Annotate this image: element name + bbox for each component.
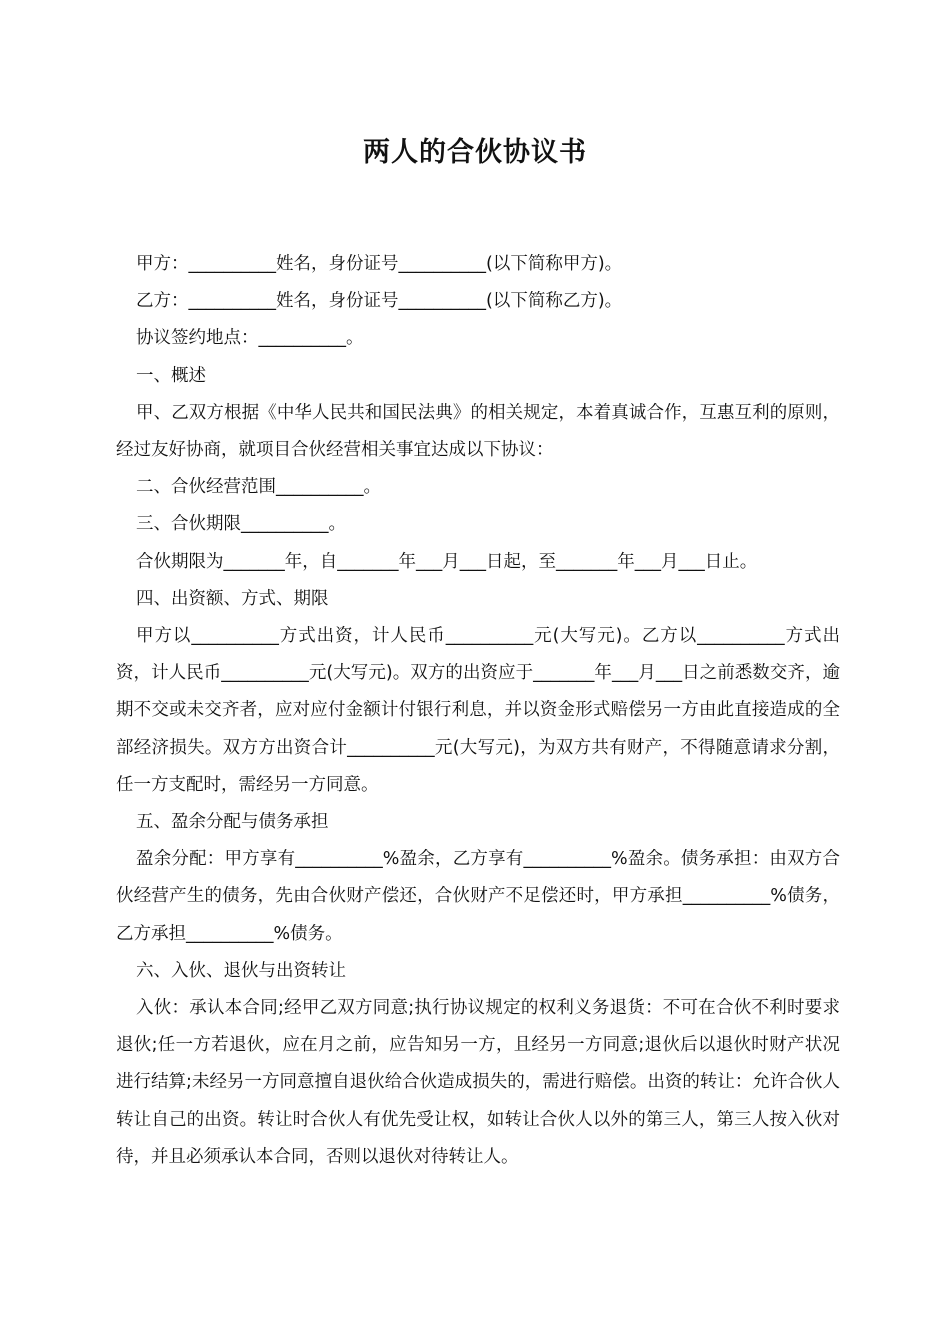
profit-debt-paragraph: 盈余分配：甲方享有__________%盈余，乙方享有__________%盈余。债务承担：由双方合伙经营产生的债务，先由合伙财产偿还，合伙财产不足偿还时，甲方承担__________%债务，乙方承担__________%债务。	[116, 849, 840, 944]
section-heading-business-scope: 二、合伙经营范围__________。	[136, 477, 381, 498]
overview-paragraph: 甲、乙双方根据《中华人民共和国民法典》的相关规定，本着真诚合作，互惠互利的原则，经过友好协商，就项目合伙经营相关事宜达成以下协议：	[116, 402, 840, 461]
signing-location-line: 协议签约地点：__________。	[136, 328, 364, 349]
document-body	[116, 246, 840, 1176]
term-paragraph: 合伙期限为_______年，自_______年___月___日起，至_______年___月___日止。	[136, 551, 758, 572]
section-heading-overview: 一、概述	[136, 365, 206, 386]
contribution-paragraph: 甲方以__________方式出资，计人民币__________元(大写元)。乙方以__________方式出资，计人民币__________元(大写元)。双方的出资应于_______年___月___日之前悉数交齐，逾期不交或未交齐者，应对应付金额计付银行利息，并以资金形式赔偿另一方由此直接造成的全部经济损失。双方方出资合计__________元(大写元)，为双方共有财产，不得随意请求分割，任一方支配时，需经另一方同意。	[116, 626, 840, 795]
document-title: 两人的合伙协议书	[363, 137, 587, 168]
section-heading-profit-debt: 五、盈余分配与债务承担	[136, 812, 329, 833]
section-heading-contribution: 四、出资额、方式、期限	[136, 588, 329, 609]
section-heading-partnership-changes: 六、入伙、退伙与出资转让	[136, 960, 346, 981]
section-heading-term: 三、合伙期限__________。	[136, 514, 346, 535]
party-a-line: 甲方：__________姓名，身份证号__________(以下简称甲方)。	[136, 254, 623, 274]
party-b-line: 乙方：__________姓名，身份证号__________(以下简称乙方)。	[136, 291, 623, 312]
partnership-changes-paragraph: 入伙：承认本合同;经甲乙双方同意;执行协议规定的权利义务退货：不可在合伙不利时要求退伙;任一方若退伙，应在月之前，应告知另一方，且经另一方同意;退伙后以退伙时财产状况进行结算;未经另一方同意擅自退伙给合伙造成损失的，需进行赔偿。出资的转让：允许合伙人转让自己的出资。转让时合伙人有优先受让权，如转让合伙人以外的第三人，第三人按入伙对待，并且必须承认本合同，否则以退伙对待转让人。	[116, 998, 840, 1167]
